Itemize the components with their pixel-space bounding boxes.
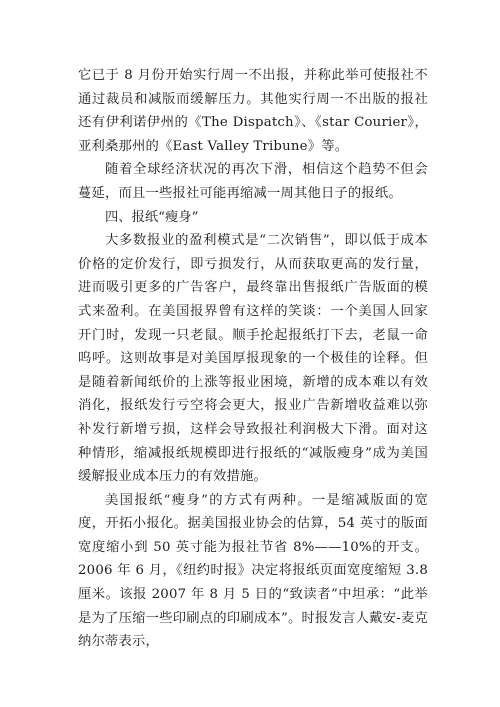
paragraph-slimming-methods: 美国报纸“瘦身”的方式有两种。一是缩减版面的宽度，开拓小报化。据美国报业协会的估算，54 英寸的版面宽度缩小到 50 英寸能为报社节省 8%——10%的开支。2006 年 6 月，《纽约时报》决定将报纸页面宽度缩短 3.8 厘米。该报 2007 年 8 月 5 日的“致读者”中坦承：“此举是为了压缩一些印刷点的印刷成本”。时报发言人戴安-麦克纳尔蒂表示， (78, 492, 428, 650)
section-heading-slimming: 四、报纸“瘦身” (105, 209, 199, 225)
paragraph-economic-trend: 随着全球经济状况的再次下滑，相信这个趋势不但会蔓延，而且一些报社可能再缩减一周其他日子的报纸。 (78, 162, 428, 201)
paragraph-profit-model: 大多数报业的盈利模式是“二次销售”，即以低于成本价格的定价发行，即亏损发行，从而获取更高的发行量，进而吸引更多的广告客户，最终靠出售报纸广告版面的模式来盈利。在美国报界曾有这样的笑谈：一个美国人回家开门时，发现一只老鼠。顺手抡起报纸打下去，老鼠一命呜呼。这则故事是对美国厚报现象的一个极佳的诠释。但是随着新闻纸价的上涨等报业困境，新增的成本难以有效消化，报纸发行亏空将会更大，报业广告新增收益难以弥补发行新增亏损，这样会导致报社利润极大下滑。面对这种情形，缩减报纸规模即进行报纸的“减版瘦身”成为美国缓解报业成本压力的有效措施。 (78, 233, 428, 485)
paragraph-monday-suspension: 它已于 8 月份开始实行周一不出报，并称此举可使报社不通过裁员和减版而缓解压力。其他实行周一不出版的报社还有伊利诺伊州的《The Dispatch》、《star Courier》，亚利桑那州的《East Valley Tribune》等。 (78, 68, 428, 154)
document-body (78, 64, 428, 654)
